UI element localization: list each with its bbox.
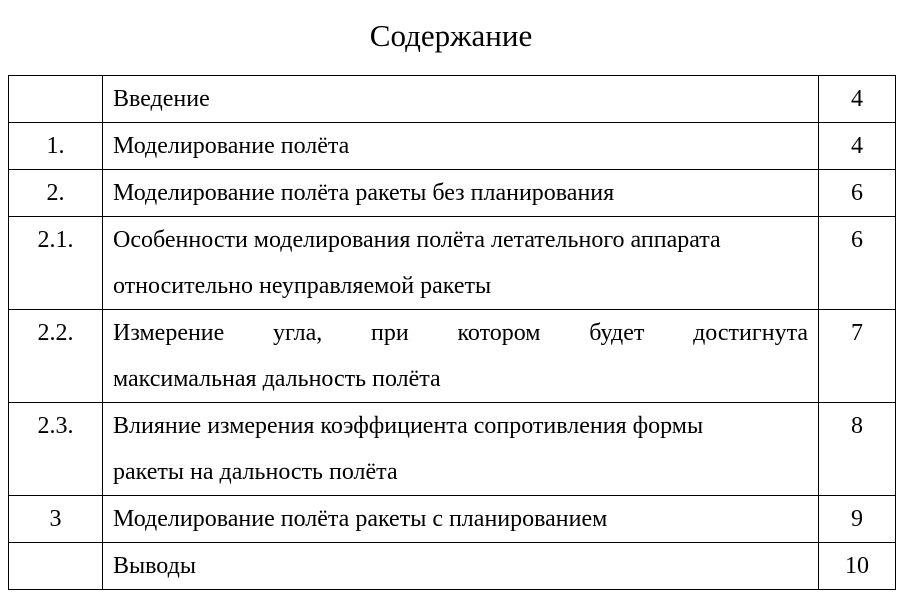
toc-row (9, 496, 896, 543)
toc-number: 2.3. (9, 403, 103, 496)
toc-title-line: Моделирование полёта (113, 133, 350, 159)
toc-number: 1. (9, 123, 103, 170)
toc-number (9, 543, 103, 590)
toc-row (9, 217, 896, 310)
toc-title (103, 310, 819, 403)
toc-title-line: Особенности моделирования полёта летательного аппарата (113, 227, 721, 253)
toc-page: 10 (819, 543, 896, 590)
toc-title-line: Введение (113, 86, 210, 112)
toc-row (9, 76, 896, 123)
toc-title-line: максимальная дальность полёта (113, 366, 441, 392)
toc-title-line: ракеты на дальность полёта (113, 459, 398, 485)
page-title: Содержание (369, 18, 533, 53)
toc-title (103, 496, 819, 543)
toc-row (9, 123, 896, 170)
toc-row (9, 310, 896, 403)
toc-row (9, 170, 896, 217)
toc-page: 9 (819, 496, 896, 543)
toc-title-line: Моделирование полёта ракеты без планирования (113, 180, 615, 206)
toc-number: 3 (9, 496, 103, 543)
toc-number: 2. (9, 170, 103, 217)
toc-page: 7 (819, 310, 896, 403)
toc-title-line: Моделирование полёта ракеты с планированием (113, 506, 608, 532)
toc-page: 6 (819, 217, 896, 310)
toc-title-line: Выводы (113, 553, 196, 579)
table-of-contents (8, 75, 896, 590)
toc-row (9, 543, 896, 590)
toc-title-line: Измерение угла, при котором будет достигнута (113, 320, 808, 346)
toc-title (103, 543, 819, 590)
toc-page: 6 (819, 170, 896, 217)
toc-title (103, 217, 819, 310)
toc-number: 2.1. (9, 217, 103, 310)
toc-page: 4 (819, 76, 896, 123)
toc-row (9, 403, 896, 496)
toc-page: 4 (819, 123, 896, 170)
toc-page: 8 (819, 403, 896, 496)
toc-number: 2.2. (9, 310, 103, 403)
toc-number (9, 76, 103, 123)
toc-title (103, 170, 819, 217)
toc-title (103, 403, 819, 496)
toc-title-line: относительно неуправляемой ракеты (113, 273, 492, 299)
toc-title-line: Влияние измерения коэффициента сопротивления формы (113, 413, 704, 439)
toc-title (103, 123, 819, 170)
toc-title (103, 76, 819, 123)
